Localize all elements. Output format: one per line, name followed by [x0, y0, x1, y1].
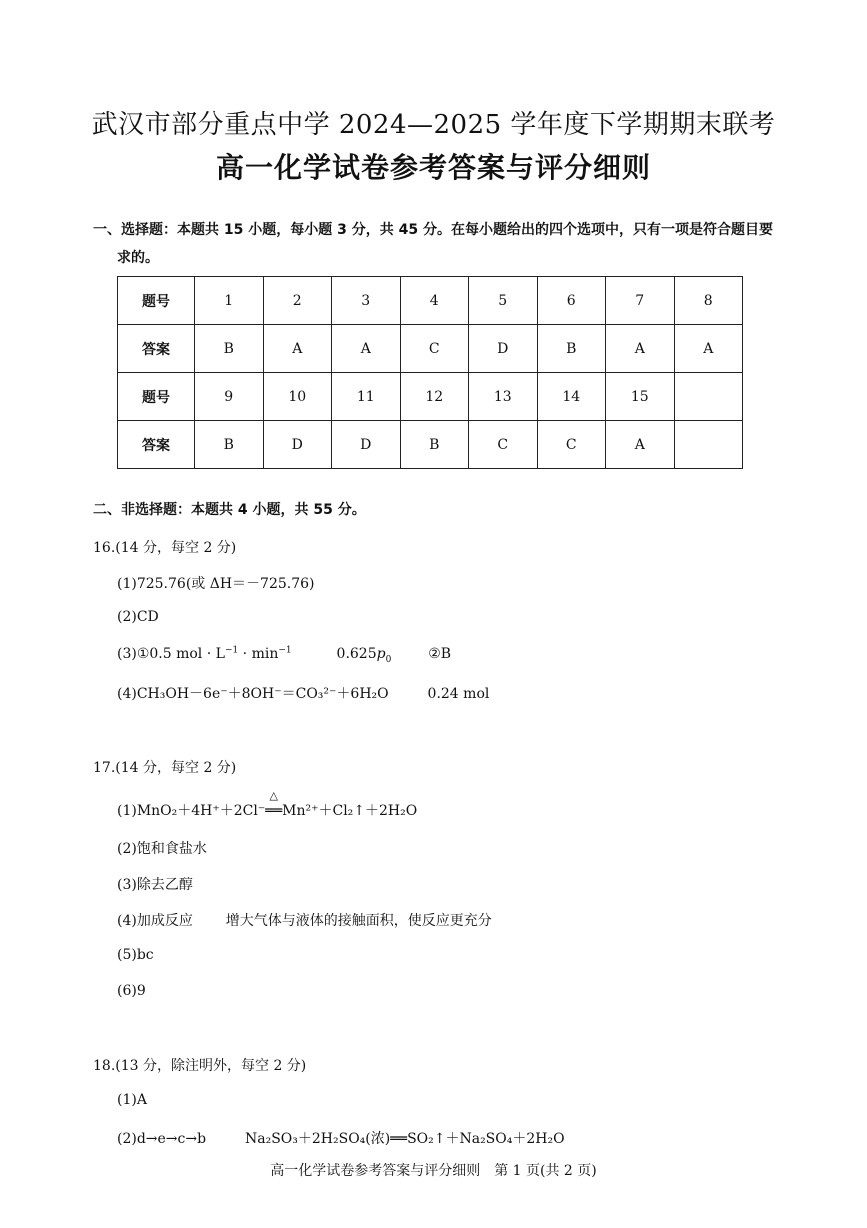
answer-cell: C — [469, 421, 538, 469]
q17-header: 17.(14 分，每空 2 分) — [93, 760, 237, 776]
exam-title: 武汉市部分重点中学 2024—2025 学年度下学期期末联考 — [91, 110, 776, 140]
answer-cell: C — [400, 325, 469, 373]
q18-answer-2-order: (2)d→e→c→b — [117, 1131, 207, 1147]
question-number: 15 — [606, 373, 675, 421]
q16-answer-4-amount: 0.24 mol — [427, 686, 490, 702]
table-row — [118, 373, 743, 421]
q16-answer-2: (2)CD — [117, 609, 159, 625]
q17-answer-2: (2)饱和食盐水 — [117, 841, 207, 857]
row-label: 题号 — [118, 277, 195, 325]
question-number: 1 — [195, 277, 264, 325]
section1-heading-cont: 求的。 — [117, 250, 159, 266]
q18-answer-2 — [117, 1128, 565, 1148]
q16-answer-4-equation: (4)CH₃OH－6e⁻＋8OH⁻＝CO₃²⁻＋6H₂O — [117, 686, 389, 702]
delta-icon: △ — [269, 789, 278, 802]
answer-cell: A — [332, 325, 401, 373]
question-number: 6 — [537, 277, 606, 325]
q16-answer-3-choice: ②B — [428, 646, 452, 662]
document-title: 高一化学试卷参考答案与评分细则 — [215, 151, 651, 184]
answer-cell — [674, 421, 743, 469]
question-number: 13 — [469, 373, 538, 421]
q18-header: 18.(13 分，除注明外，每空 2 分) — [93, 1058, 307, 1074]
row-label: 答案 — [118, 421, 195, 469]
question-number: 5 — [469, 277, 538, 325]
q16-answer-3: (3)①0.5 mol · $L^{-1} \cdot \min^{-1} 0.625p_0$ ②B — [117, 645, 452, 665]
page-footer: 高一化学试卷参考答案与评分细则 第 1 页(共 2 页) — [270, 1163, 597, 1179]
answer-table — [117, 276, 743, 469]
answer-cell: A — [263, 325, 332, 373]
question-number — [674, 373, 743, 421]
question-number: 9 — [195, 373, 264, 421]
question-number: 3 — [332, 277, 401, 325]
question-number: 4 — [400, 277, 469, 325]
question-number: 10 — [263, 373, 332, 421]
question-number: 7 — [606, 277, 675, 325]
row-label: 题号 — [118, 373, 195, 421]
q16-header: 16.(14 分，每空 2 分) — [93, 540, 237, 556]
table-row — [118, 421, 743, 469]
table-row — [118, 325, 743, 373]
q17-answer-1-reactants: (1)MnO₂＋4H⁺＋2Cl⁻ — [117, 803, 266, 819]
answer-cell: B — [537, 325, 606, 373]
answer-cell: B — [195, 421, 264, 469]
q17-answer-1-products: Mn²⁺＋Cl₂↑＋2H₂O — [282, 803, 418, 819]
q16-answer-3-pressure: 0.625 — [336, 646, 377, 662]
q16-answer-4 — [117, 683, 489, 703]
question-number: 14 — [537, 373, 606, 421]
q17-answer-4 — [117, 910, 492, 930]
q16-answer-1: (1)725.76(或 ΔH＝－725.76) — [117, 576, 315, 592]
heating-condition: △ ══ — [265, 789, 283, 819]
answer-cell: A — [606, 325, 675, 373]
q17-answer-6: (6)9 — [117, 983, 146, 999]
question-number: 11 — [332, 373, 401, 421]
q16-answer-3-rate: (3)①0.5 mol · L — [117, 646, 225, 662]
question-number: 12 — [400, 373, 469, 421]
q17-answer-5: (5)bc — [117, 947, 154, 963]
answer-cell: D — [332, 421, 401, 469]
question-number: 8 — [674, 277, 743, 325]
q17-answer-4-reason: 增大气体与液体的接触面积，使反应更充分 — [225, 913, 492, 929]
q16-answer-3-p-symbol: p — [376, 646, 386, 662]
answer-cell: B — [400, 421, 469, 469]
row-label: 答案 — [118, 325, 195, 373]
question-number: 2 — [263, 277, 332, 325]
section1-heading: 一、选择题：本题共 15 小题，每小题 3 分，共 45 分。在每小题给出的四个选项中，只有一项是符合题目要 — [93, 222, 773, 238]
answer-cell: D — [469, 325, 538, 373]
q16-answer-3-p-sub: 0 — [385, 654, 392, 665]
q18-answer-2-equation: Na₂SO₃＋2H₂SO₄(浓)══SO₂↑＋Na₂SO₄＋2H₂O — [244, 1131, 565, 1147]
answer-cell: A — [674, 325, 743, 373]
table-row — [118, 277, 743, 325]
answer-cell: C — [537, 421, 606, 469]
q18-answer-1: (1)A — [117, 1092, 147, 1108]
answer-cell: A — [606, 421, 675, 469]
section2-heading: 二、非选择题：本题共 4 小题，共 55 分。 — [93, 502, 366, 518]
q17-answer-3: (3)除去乙醇 — [117, 877, 193, 893]
q17-answer-1 — [117, 789, 418, 820]
answer-cell: B — [195, 325, 264, 373]
q16-answer-3-rate-unit: · min — [238, 646, 279, 662]
q17-answer-4-reaction-type: (4)加成反应 — [117, 913, 193, 929]
answer-cell: D — [263, 421, 332, 469]
